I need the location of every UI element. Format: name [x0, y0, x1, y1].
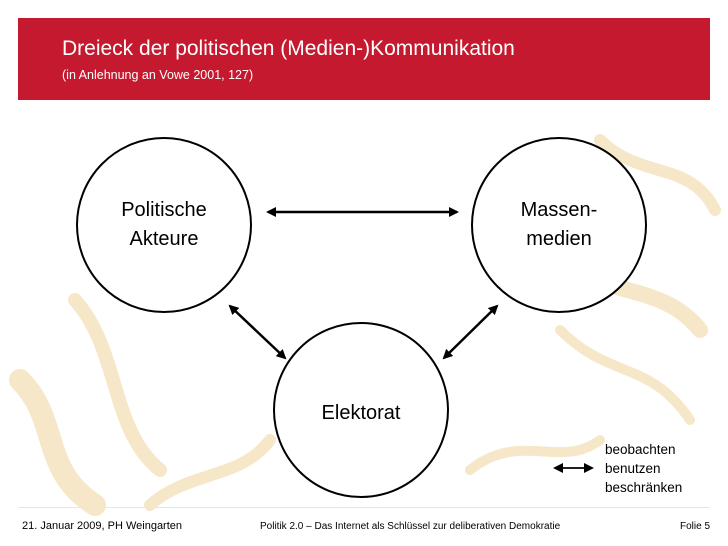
node-politische-akteure-line1: Politische	[121, 199, 207, 221]
node-politische-akteure	[99, 196, 229, 254]
node-elektorat	[296, 399, 426, 428]
legend-item-beobachten: beobachten	[605, 442, 676, 457]
legend-item-benutzen: benutzen	[605, 461, 661, 476]
footer-talk-title: Politik 2.0 – Das Internet als Schlüssel zur deliberativen Demokratie	[260, 521, 561, 532]
arrow-akteure-elektorat	[230, 306, 285, 358]
node-massenmedien	[494, 196, 624, 254]
node-massenmedien-line2: medien	[526, 228, 592, 250]
legend	[605, 440, 682, 497]
node-massenmedien-line1: Massen-	[520, 199, 598, 221]
footer-divider	[18, 507, 710, 508]
node-elektorat-label: Elektorat	[321, 402, 401, 424]
slide-subtitle: (in Anlehnung an Vowe 2001, 127)	[62, 68, 254, 82]
arrow-medien-elektorat	[444, 306, 497, 358]
node-politische-akteure-line2: Akteure	[129, 228, 199, 250]
legend-item-beschraenken: beschränken	[605, 480, 683, 495]
footer-slide-number: Folie 5	[680, 521, 711, 532]
footer-date-place: 21. Januar 2009, PH Weingarten	[22, 520, 183, 532]
slide-title: Dreieck der politischen (Medien-)Kommunikation	[62, 37, 515, 60]
